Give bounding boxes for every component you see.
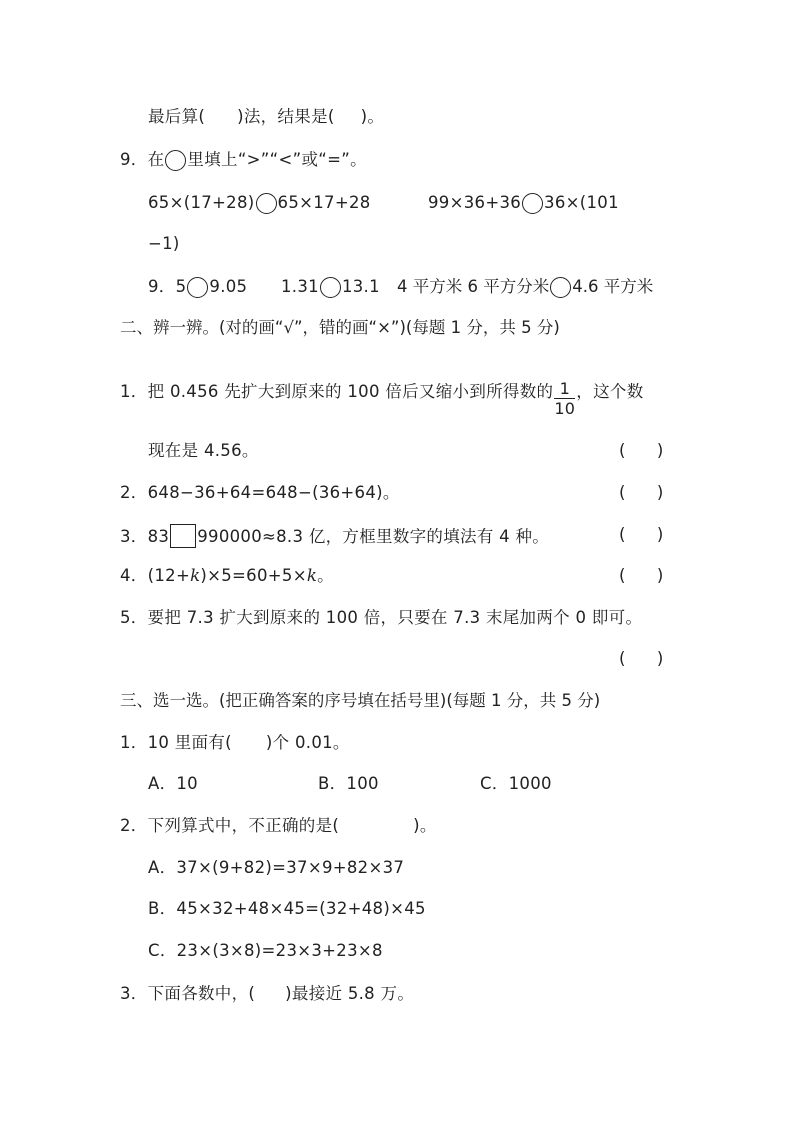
question-number: 2．: [120, 483, 148, 502]
variable-k: k: [306, 566, 318, 585]
expr-left: 99×36+36: [428, 193, 522, 212]
compare-circle-icon[interactable]: [550, 277, 571, 298]
item-text: 83: [147, 527, 170, 546]
compare-circle-icon[interactable]: [256, 193, 277, 214]
expr-right: 65×17+28: [277, 193, 371, 212]
fraction: [554, 379, 575, 418]
item-text: )。: [413, 816, 437, 835]
s2-item2: [120, 482, 400, 504]
section3-title: 三、选一选。(把正确答案的序号填在括号里)(每题 1 分，共 5 分): [120, 691, 601, 710]
question-number: 3．: [120, 527, 148, 546]
item-text: )×5=60+5×: [200, 566, 307, 585]
judge-answer-parens[interactable]: ( ): [619, 649, 664, 668]
q9-row2-b: [281, 276, 380, 298]
q9-row2-a: [148, 276, 247, 298]
q9-row1-right: [428, 192, 619, 214]
expr-right: 9.05: [209, 277, 248, 296]
question-number: 1．: [120, 382, 148, 401]
q8-text-mid: )法，结果是(: [237, 107, 335, 126]
section2-title: 二、辨一辨。(对的画“√”，错的画“×”)(每题 1 分，共 5 分): [120, 318, 560, 337]
question-number: 4．: [120, 566, 148, 585]
expr-right: 4.6 平方米: [572, 277, 654, 296]
item-text: 648−36+64=648−(36+64)。: [147, 483, 400, 502]
s3-q2-option-c[interactable]: C．23×(3×8)=23×3+23×8: [148, 941, 383, 960]
s2-item3: [120, 524, 549, 548]
fraction-numerator: 1: [554, 379, 575, 399]
expr-left: 9．5: [148, 277, 187, 296]
q8-text-before: 最后算(: [148, 107, 206, 126]
expr-left: 1.31: [281, 277, 319, 296]
variable-k: k: [190, 566, 201, 585]
item-text: 。: [317, 566, 334, 585]
judge-answer-parens[interactable]: ( ): [619, 483, 664, 502]
s2-item1-cont: 现在是 4.56。: [148, 441, 259, 460]
s3-q2: [120, 815, 437, 837]
q9-row1-cont: [148, 233, 180, 255]
q9-prefix: 在: [147, 150, 165, 169]
s3-q1-option-a[interactable]: A．10: [148, 774, 198, 793]
expr-right: 36×(101: [544, 193, 619, 212]
q9-row2-c: [397, 276, 653, 298]
q8-continuation: [148, 106, 384, 128]
q9-row1-left: [148, 192, 371, 214]
judge-answer-parens[interactable]: ( ): [619, 441, 664, 460]
item-text: 990000≈8.3 亿，方框里数字的填法有 4 种。: [197, 527, 550, 546]
expr-left: 65×(17+28): [148, 193, 255, 212]
question-number: 9．: [120, 150, 148, 169]
q9-prompt: [120, 149, 367, 171]
compare-circle-icon[interactable]: [187, 277, 208, 298]
judge-answer-parens[interactable]: ( ): [619, 566, 664, 585]
compare-circle-icon[interactable]: [522, 193, 543, 214]
expr-left: 4 平方米 6 平方分米: [397, 277, 550, 296]
s2-item5: [120, 607, 642, 629]
digit-box[interactable]: [170, 524, 196, 548]
s3-q1: [120, 732, 350, 754]
compare-circle-icon: [165, 150, 186, 171]
q9-suffix: 里填上“>”“<”或“=”。: [187, 150, 367, 169]
s3-q1-option-c[interactable]: C．1000: [480, 774, 552, 793]
s3-q2-option-a[interactable]: A．37×(9+82)=37×9+82×37: [148, 858, 405, 877]
question-number: 3．: [120, 984, 148, 1003]
s3-q1-option-b[interactable]: B．100: [318, 774, 379, 793]
judge-answer-parens[interactable]: ( ): [619, 525, 664, 544]
question-number: 2．: [120, 816, 148, 835]
item-text: )个 0.01。: [265, 733, 350, 752]
compare-circle-icon[interactable]: [320, 277, 341, 298]
fraction-denominator: 10: [554, 399, 576, 418]
item-text: 把 0.456 先扩大到原来的 100 倍后又缩小到所得数的: [147, 382, 554, 401]
item-text: 要把 7.3 扩大到原来的 100 倍，只要在 7.3 末尾加两个 0 即可。: [147, 608, 643, 627]
expr-right: 13.1: [341, 277, 380, 296]
item-text: ，这个数: [576, 382, 644, 401]
question-number: 5．: [120, 608, 148, 627]
item-text: (12+: [147, 566, 191, 585]
s2-item4: [120, 565, 334, 587]
item-text: 下列算式中，不正确的是(: [147, 816, 340, 835]
q8-text-end: )。: [360, 107, 385, 126]
expr-continuation: −1): [148, 234, 180, 253]
item-text: 下面各数中，(: [147, 984, 256, 1003]
item-text: 10 里面有(: [147, 733, 232, 752]
s3-q3: [120, 983, 414, 1005]
question-number: 1．: [120, 733, 148, 752]
item-text: )最接近 5.8 万。: [285, 984, 415, 1003]
s2-item1: [120, 379, 644, 418]
s3-q2-option-b[interactable]: B．45×32+48×45=(32+48)×45: [148, 899, 426, 918]
